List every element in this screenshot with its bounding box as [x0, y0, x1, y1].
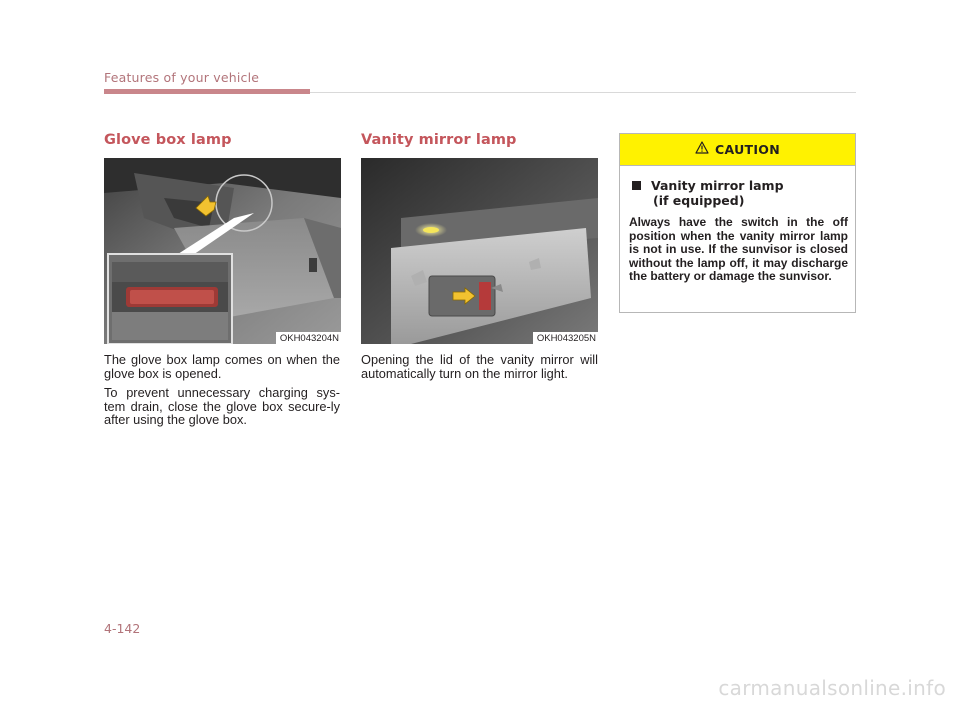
caution-box — [619, 133, 856, 313]
vanity-mirror-photo — [361, 158, 598, 344]
page-number: 4-142 — [104, 621, 141, 636]
glove-box-body — [104, 353, 340, 433]
warning-triangle-icon — [695, 141, 709, 159]
header-divider — [310, 92, 856, 93]
header-accent-rule — [104, 89, 310, 94]
caution-body: Always have the switch in the off position when the vanity mirror lamp is not in use. If the sunvisor is closed without the lamp off, it may discharge the battery or damage the sunvisor. — [629, 215, 848, 284]
paragraph: Opening the lid of the vanity mirror will automatically turn on the mirror light. — [361, 352, 598, 381]
image-code: OKH043205N — [533, 332, 598, 344]
section-header: Features of your vehicle — [104, 70, 260, 85]
vanity-mirror-body — [361, 353, 598, 386]
glove-box-photo — [104, 158, 341, 344]
caution-subheading-line2: (if equipped) — [653, 193, 745, 208]
caution-subheading — [632, 178, 784, 208]
image-code: OKH043204N — [276, 332, 341, 344]
caution-header — [620, 134, 855, 166]
caution-heading: CAUTION — [715, 142, 780, 157]
vanity-mirror-illustration — [361, 158, 598, 344]
watermark: carmanualsonline.info — [718, 676, 946, 700]
square-bullet-icon — [632, 181, 641, 190]
glove-box-illustration — [104, 158, 341, 344]
paragraph: The glove box lamp comes on when the glove box is opened. — [104, 352, 340, 381]
caution-subheading-line1: Vanity mirror lamp — [651, 178, 784, 193]
vanity-mirror-lamp-title: Vanity mirror lamp — [361, 132, 517, 148]
paragraph: To prevent unnecessary charging sys-tem drain, close the glove box secure-ly after using the glove box. — [104, 385, 340, 428]
glove-box-lamp-title: Glove box lamp — [104, 132, 232, 148]
